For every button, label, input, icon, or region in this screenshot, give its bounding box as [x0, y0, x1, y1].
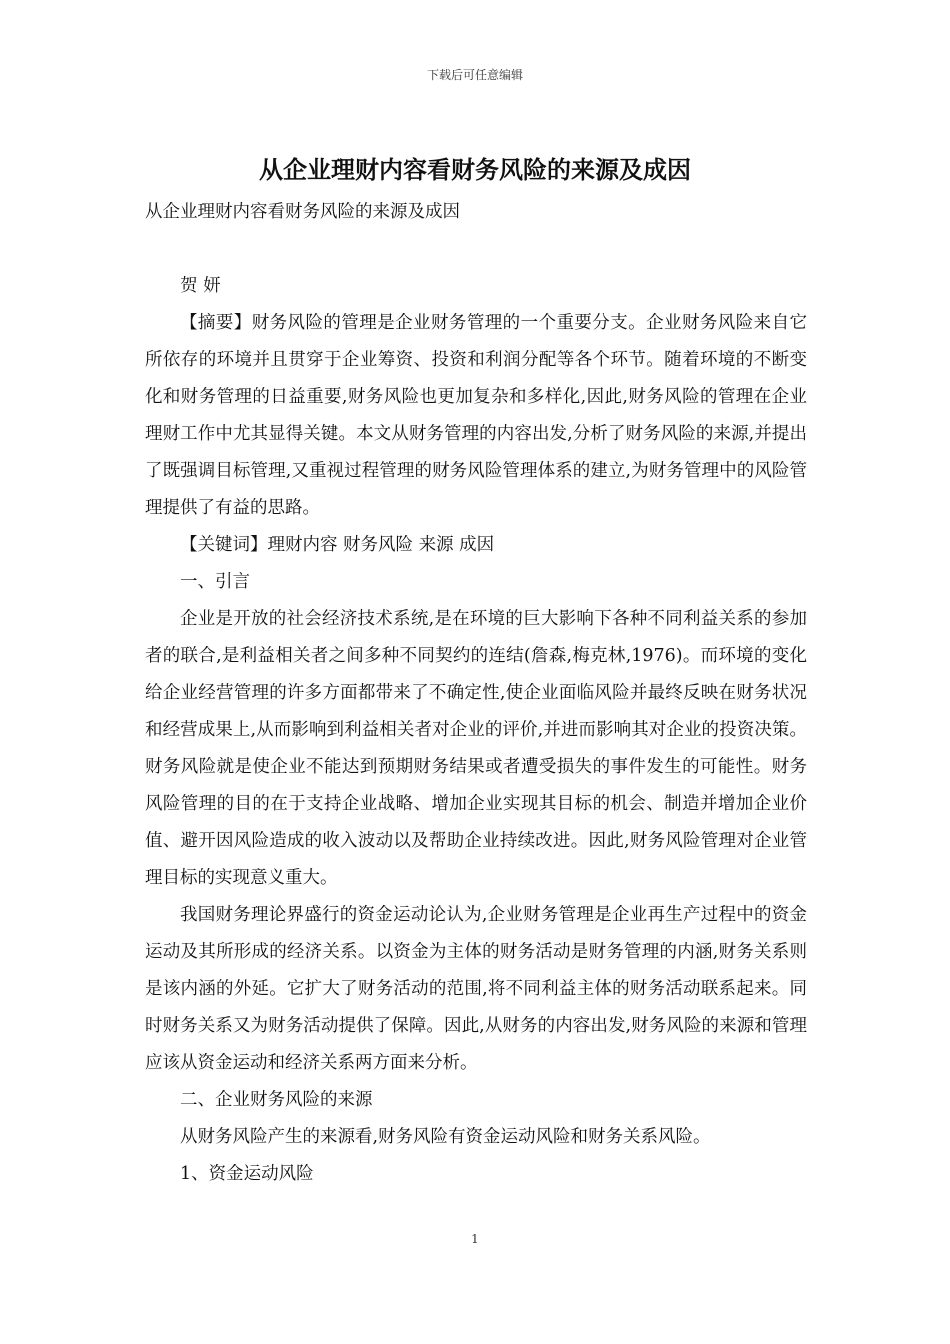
author-name: 贺 妍 [180, 276, 221, 296]
keywords-line: 【关键词】理财内容 财务风险 来源 成因 [180, 535, 495, 555]
page-title: 从企业理财内容看财务风险的来源及成因 [259, 155, 691, 184]
document-body [145, 194, 807, 1193]
subsection-heading-capital-risk: 1、资金运动风险 [180, 1164, 314, 1184]
risk-sources-paragraph: 从财务风险产生的来源看,财务风险有资金运动风险和财务关系风险。 [180, 1127, 711, 1147]
section-heading-risk-sources: 二、企业财务风险的来源 [180, 1090, 373, 1110]
page-header-note: 下载后可任意编辑 [426, 68, 523, 82]
introduction-paragraph-1: 企业是开放的社会经济技术系统,是在环境的巨大影响下各种不同利益关系的参加者的联合,是利益相关者之间多种不同契约的连结(詹森,梅克林,1976)。而环境的变化给企业经营管理的许多方面都带来了不确定性,使企业面临风险并最终反映在财务状况和经营成果上,从而影响到利益相关者对企业的评价,并进而影响其对企业的投资决策。财务风险就是使企业不能达到预期财务结果或者遭受损失的事件发生的可能性。财务风险管理的目的在于支持企业战略、增加企业实现其目标的机会、制造并增加企业价值、避开因风险造成的收入波动以及帮助企业持续改进。因此,财务风险管理对企业管理目标的实现意义重大。 [145, 609, 807, 888]
introduction-paragraph-2: 我国财务理论界盛行的资金运动论认为,企业财务管理是企业再生产过程中的资金运动及其所形成的经济关系。以资金为主体的财务活动是财务管理的内涵,财务关系则是该内涵的外延。它扩大了财务活动的范围,将不同利益主体的财务活动联系起来。同时财务关系又为财务活动提供了保障。因此,从财务的内容出发,财务风险的来源和管理应该从资金运动和经济关系两方面来分析。 [145, 905, 807, 1073]
section-heading-introduction: 一、引言 [180, 572, 250, 592]
abstract-paragraph: 【摘要】财务风险的管理是企业财务管理的一个重要分支。企业财务风险来自它所依存的环境并且贯穿于企业筹资、投资和利润分配等各个环节。随着环境的不断变化和财务管理的日益重要,财务风险也更加复杂和多样化,因此,财务风险的管理在企业理财工作中尤其显得关键。本文从财务管理的内容出发,分析了财务风险的来源,并提出了既强调目标管理,又重视过程管理的财务风险管理体系的建立,为财务管理中的风险管理提供了有益的思路。 [145, 313, 807, 518]
page-number: 1 [471, 1232, 479, 1246]
document-subtitle: 从企业理财内容看财务风险的来源及成因 [145, 202, 460, 222]
